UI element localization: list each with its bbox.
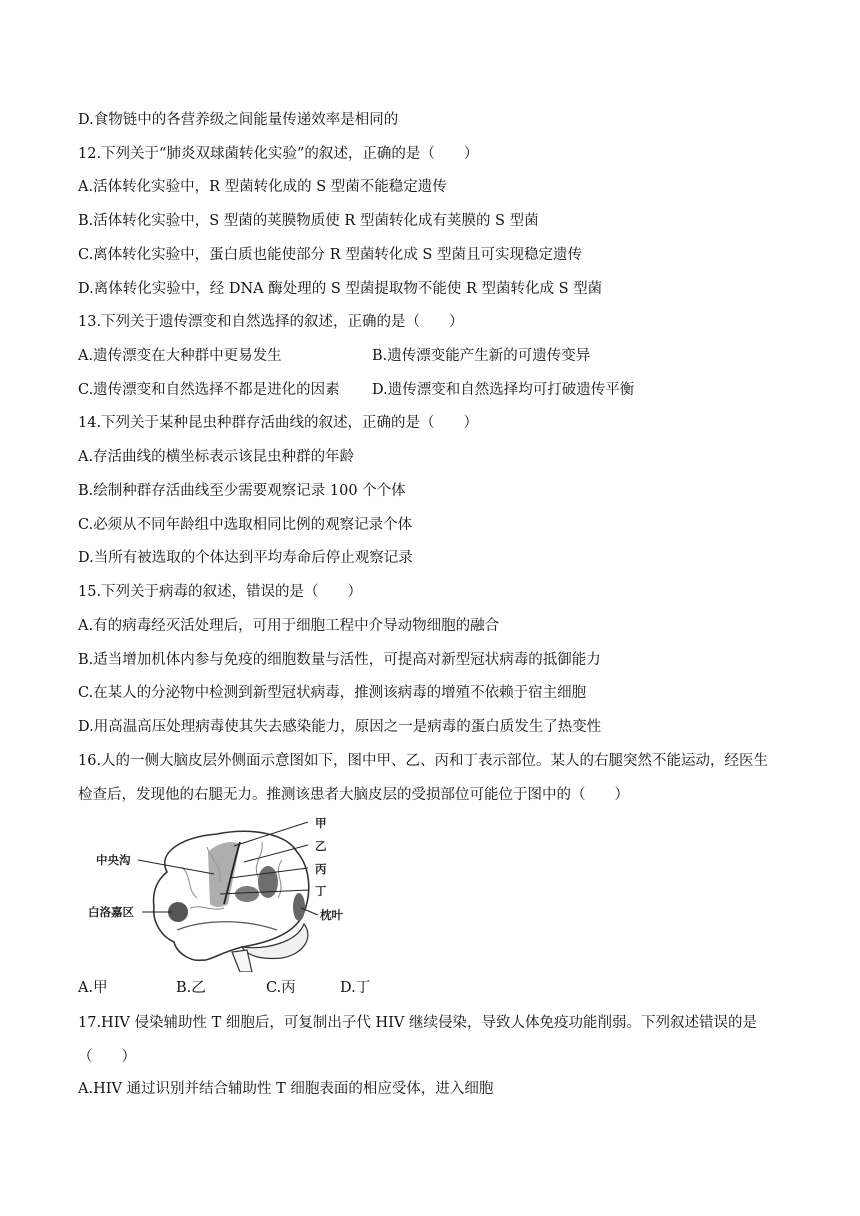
q13-option-d: D.遗传漂变和自然选择均可打破遗传平衡 — [372, 382, 635, 398]
q12-option-b: B.活体转化实验中，S 型菌的荚膜物质使 R 型菌转化成有荚膜的 S 型菌 — [78, 213, 539, 229]
q17-stem: 17.HIV 侵染辅助性 T 细胞后，可复制出子代 HIV 继续侵染，导致人体免疫功能削弱。下列叙述错误的是（ ） — [78, 1015, 757, 1065]
q16-option-d: D.丁 — [340, 980, 371, 996]
q12-option-d: D.离体转化实验中，经 DNA 酶处理的 S 型菌提取物不能使 R 型菌转化成 S 型菌 — [78, 281, 603, 297]
region-ding-shade — [235, 886, 259, 902]
label-broca-area: 白洛嘉区 — [88, 905, 134, 919]
label-occipital-lobe: 枕叶 — [320, 908, 343, 922]
q16-option-c: C.丙 — [266, 980, 296, 996]
q12-option-c: C.离体转化实验中，蛋白质也能使部分 R 型菌转化成 S 型菌且可实现稳定遗传 — [78, 247, 582, 263]
q12-stem: 12.下列关于“肺炎双球菌转化实验”的叙述，正确的是（ ） — [78, 146, 479, 162]
q13-option-c: C.遗传漂变和自然选择不都是进化的因素 — [78, 382, 340, 398]
label-ding: 丁 — [315, 884, 327, 898]
label-bing: 丙 — [315, 862, 327, 876]
label-central-sulcus: 中央沟 — [96, 853, 131, 867]
q17-option-a: A.HIV 通过识别并结合辅助性 T 细胞表面的相应受体，进入细胞 — [78, 1081, 494, 1097]
q14-option-b: B.绘制种群存活曲线至少需要观察记录 100 个个体 — [78, 483, 406, 499]
visual-area-shade — [293, 893, 305, 921]
q15-option-c: C.在某人的分泌物中检测到新型冠状病毒，推测该病毒的增殖不依赖于宿主细胞 — [78, 685, 587, 701]
q15-option-a: A.有的病毒经灭活处理后，可用于细胞工程中介导动物细胞的融合 — [78, 618, 500, 634]
q16-option-a: A.甲 — [78, 980, 108, 996]
q13-option-a: A.遗传漂变在大种群中更易发生 — [78, 348, 282, 364]
q15-option-b: B.适当增加机体内参与免疫的细胞数量与活性，可提高对新型冠状病毒的抵御能力 — [78, 652, 601, 668]
brain-cortex-figure — [82, 812, 372, 972]
q16-stem: 16.人的一侧大脑皮层外侧面示意图如下，图中甲、乙、丙和丁表示部位。某人的右腿突然不能运动，经医生检查后，发现他的右腿无力。推测该患者大脑皮层的受损部位可能位于图中的（ ） — [78, 753, 769, 803]
q13-option-b: B.遗传漂变能产生新的可遗传变异 — [372, 348, 591, 364]
label-jia: 甲 — [315, 816, 327, 830]
label-yi: 乙 — [315, 839, 327, 853]
q14-option-c: C.必须从不同年龄组中选取相同比例的观察记录个体 — [78, 517, 413, 533]
q14-option-a: A.存活曲线的横坐标表示该昆虫种群的年龄 — [78, 449, 355, 465]
q12-option-a: A.活体转化实验中，R 型菌转化成的 S 型菌不能稳定遗传 — [78, 179, 447, 195]
q11-option-d: D.食物链中的各营养级之间能量传递效率是相同的 — [78, 112, 399, 128]
q13-stem: 13.下列关于遗传漂变和自然选择的叙述，正确的是（ ） — [78, 314, 464, 330]
q15-stem: 15.下列关于病毒的叙述，错误的是（ ） — [78, 584, 363, 600]
q16-option-b: B.乙 — [176, 980, 206, 996]
q14-option-d: D.当所有被选取的个体达到平均寿命后停止观察记录 — [78, 550, 413, 566]
q15-option-d: D.用高温高压处理病毒使其失去感染能力，原因之一是病毒的蛋白质发生了热变性 — [78, 719, 602, 735]
q14-stem: 14.下列关于某种昆虫种群存活曲线的叙述，正确的是（ ） — [78, 415, 479, 431]
region-bing-shade — [258, 866, 278, 898]
